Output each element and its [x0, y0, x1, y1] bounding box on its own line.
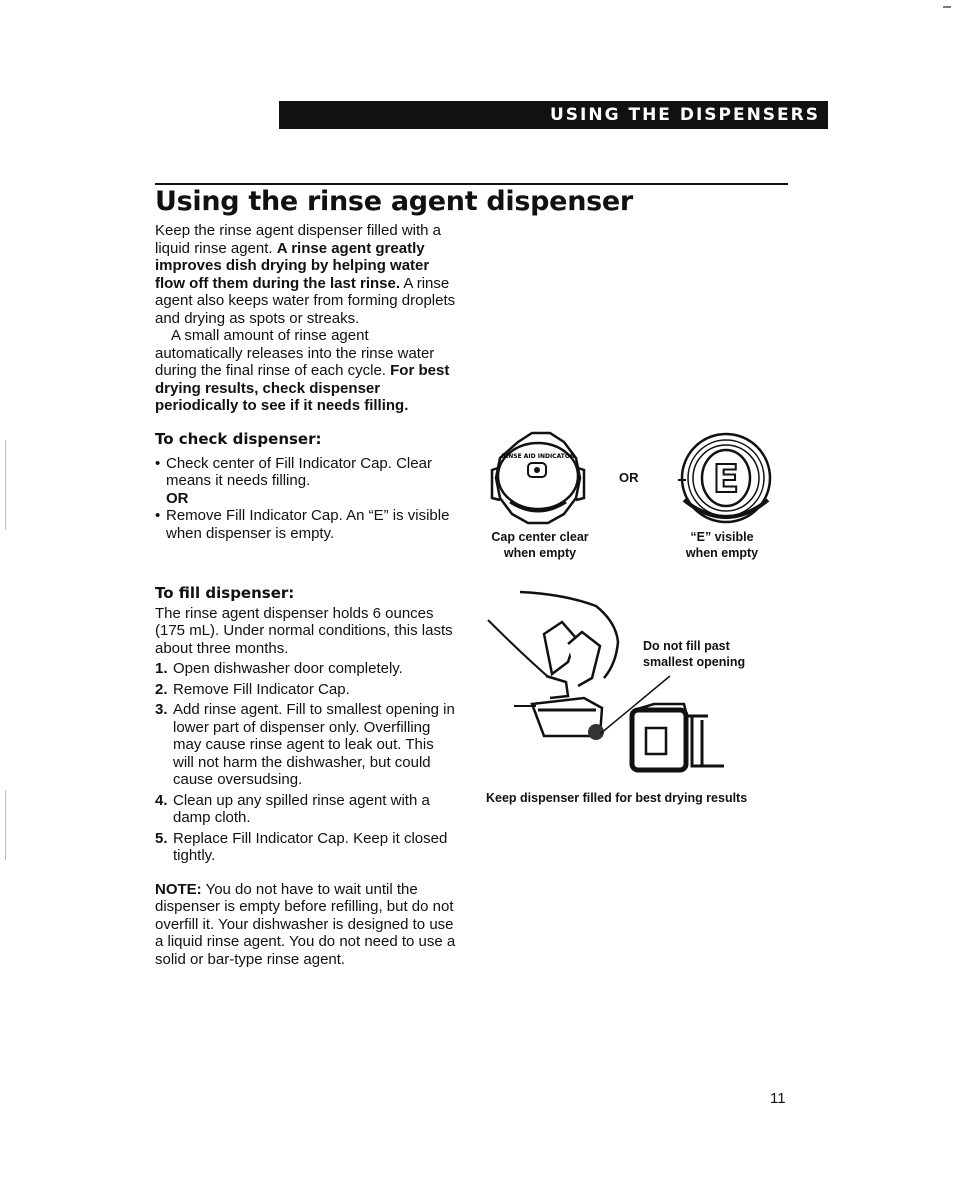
step-number: 4. [155, 791, 168, 809]
check-bullet-2-text: Remove Fill Indicator Cap. An “E” is visible when dispenser is empty. [166, 507, 450, 542]
title-rule [155, 183, 788, 185]
fill-step [155, 701, 457, 789]
fill-indicator-cap-clear-figure [488, 428, 588, 526]
fill-steps-list [155, 660, 457, 865]
section-banner [279, 101, 828, 129]
check-heading: To check dispenser: [155, 430, 322, 448]
cap-clear-label [480, 529, 600, 561]
step-text: Replace Fill Indicator Cap. Keep it closed tightly. [173, 829, 448, 864]
figure-or: OR [619, 470, 639, 485]
intro-paragraph-2 [155, 327, 457, 415]
fill-intro: The rinse agent dispenser holds 6 ounces (175 mL). Under normal conditions, this lasts about three months. [155, 604, 453, 657]
scan-mark [5, 440, 6, 530]
intro-p1-bold: A rinse agent greatly improves dish drying by helping water flow off them during the last rinse. [155, 239, 430, 292]
e-visible-figure [672, 430, 774, 528]
fill-section [155, 585, 457, 968]
fill-step [155, 681, 457, 699]
note-text: You do not have to wait until the dispenser is empty before refilling, but do not overfill it. Your dishwasher is designed to use a liquid rinse agent. You do not need to use a solid or bar-type rinse agent. [155, 880, 456, 968]
e-visible-label [672, 529, 772, 561]
fill-callout-line1: Do not fill past [643, 639, 730, 653]
step-text: Open dishwasher door completely. [173, 660, 403, 677]
e-letter: E [713, 457, 739, 501]
fill-step [155, 830, 457, 865]
scan-mark [5, 790, 6, 860]
step-number: 1. [155, 660, 168, 677]
step-number: 2. [155, 680, 168, 698]
check-bullet-1 [155, 455, 457, 490]
section-banner-text: USING THE DISPENSERS [550, 105, 820, 125]
pouring-rinse-agent-figure [484, 586, 734, 776]
step-number: 5. [155, 829, 168, 847]
check-bullet-1-text: Check center of Fill Indicator Cap. Clear means it needs filling. [166, 454, 432, 489]
cap-clear-label-line1: Cap center clear [491, 530, 589, 544]
step-text: Remove Fill Indicator Cap. [173, 680, 350, 698]
page-title: Using the rinse agent dispenser [155, 186, 633, 217]
e-visible-label-line2: when empty [685, 546, 759, 560]
note-label: NOTE: [155, 880, 202, 898]
fill-callout [643, 638, 763, 670]
intro-p1-text-a: Keep the rinse agent dispenser filled with a liquid rinse agent. [155, 222, 442, 257]
intro-section [155, 222, 457, 415]
bullet-icon: • [155, 454, 161, 472]
intro-p2-text: A small amount of rinse agent automatically releases into the rinse water during the final rinse of each cycle. [155, 327, 435, 379]
intro-p2-bold: For best drying results, check dispenser periodically to see if it needs filling. [155, 362, 450, 414]
fill-step [155, 660, 457, 678]
scan-mark [943, 6, 951, 8]
check-section [155, 431, 457, 542]
fill-heading: To fill dispenser: [155, 584, 295, 602]
e-visible-label-line1: “E” visible [690, 530, 754, 544]
cap-clear-label-line2: when empty [503, 546, 577, 560]
intro-p1-text-b: A rinse agent also keeps water from forming droplets and drying as spots or streaks. [155, 274, 456, 327]
cap-indicator-text: RINSE AID INDICATOR [501, 453, 575, 460]
figure-caption: Keep dispenser filled for best drying results [486, 791, 748, 805]
fill-callout-line2: smallest opening [643, 655, 746, 669]
bullet-icon: • [155, 507, 161, 524]
check-or: OR [166, 489, 189, 507]
step-text: Add rinse agent. Fill to smallest opening in lower part of dispenser only. Overfilling may cause rinse agent to leak out. This will not harm the dishwasher, but could cause oversudsing. [173, 701, 455, 788]
step-text: Clean up any spilled rinse agent with a damp cloth. [173, 791, 430, 826]
fill-step [155, 792, 457, 827]
intro-paragraph-1 [155, 222, 457, 327]
note-paragraph [155, 881, 457, 969]
check-bullet-2 [155, 507, 457, 542]
page-number: 11 [770, 1090, 786, 1107]
step-number: 3. [155, 701, 168, 718]
